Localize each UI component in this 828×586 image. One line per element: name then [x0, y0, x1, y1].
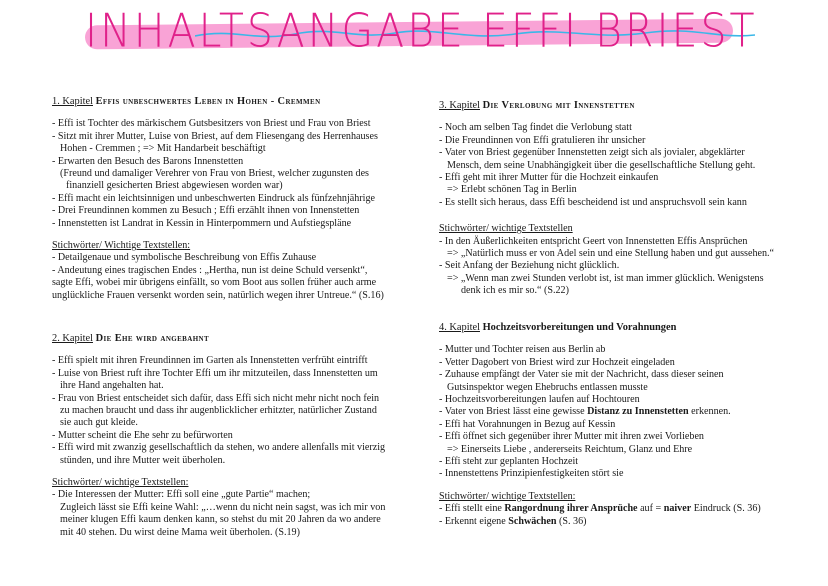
- list-item-arrow: => „Natürlich muss er von Adel sein und eine Stellung haben und gut aussehen.“: [447, 248, 775, 260]
- list-item: - Effi steht zur geplanten Hochzeit: [439, 456, 579, 468]
- list-item-continuation: denk ich es mir so.“ (S.22): [461, 285, 569, 297]
- chapter-1-heading: [52, 96, 424, 108]
- list-item-continuation: Gutsinspektor wegen Ehebruchs entlassen musste: [447, 381, 648, 393]
- chapter-1-section: [52, 96, 424, 302]
- list-item: - Mutter und Tochter reisen aus Berlin ab: [439, 344, 606, 356]
- chapter-1-summary: [52, 118, 424, 230]
- list-item-arrow: => „Wenn man zwei Stunden verlobt ist, ist man immer glücklich. Wenigstens: [447, 272, 764, 284]
- list-item-text: (S. 36): [559, 515, 587, 527]
- list-item: [439, 406, 804, 418]
- list-item: - Innenstetten ist Landrat in Kessin in Hinterpommern und Aufstiegspläne: [52, 217, 352, 229]
- chapter-4-number: 4. Kapitel: [439, 322, 480, 333]
- list-item-emphasis: Rangordnung ihrer Ansprüche: [504, 503, 638, 515]
- chapter-4-title: Hochzeitsvorbereitungen und Vorahnungen: [482, 322, 677, 333]
- list-item: - Hochzeitsvorbereitungen laufen auf Hochtouren: [439, 394, 640, 406]
- list-item: - Effi öffnet sich gegenüber ihrer Mutter mit ihren zwei Vorlieben: [439, 431, 704, 443]
- list-item-continuation: ihre Hand angehalten hat.: [60, 380, 164, 392]
- list-item-continuation: meiner klugen Effi kaum denken kann, so stehst du mit 20 Jahren da wo andere: [60, 514, 381, 526]
- list-item: - Vetter Dagobert von Briest wird zur Hochzeit eingeladen: [439, 356, 675, 368]
- chapter-4-keywords: [439, 503, 804, 528]
- chapter-3-section: [439, 100, 804, 298]
- list-item: - Erwarten den Besuch des Barons Innenstetten: [52, 155, 244, 167]
- list-item-continuation: sagte Effi, wobei mir übrigens einfällt, so vom Boot aus sollen früher auch arme: [52, 277, 377, 289]
- chapter-2-summary: [52, 355, 424, 467]
- chapter-4-section: [439, 322, 804, 528]
- chapter-3-number: 3. Kapitel: [439, 100, 480, 111]
- chapter-1-keywords-heading: Stichwörter/ Wichtige Textstellen:: [52, 240, 191, 252]
- list-item: - Vater von Briest gegenüber Innenstetten zeigt sich als jovialer, abgeklärter: [439, 147, 745, 159]
- chapter-1-keywords: [52, 252, 424, 302]
- list-item: [439, 503, 804, 515]
- list-item-emphasis: naiver: [663, 503, 692, 515]
- list-item: - Effi hat Vorahnungen in Bezug auf Kessin: [439, 418, 616, 430]
- chapter-3-keywords-heading: Stichwörter/ wichtige Textstellen: [439, 223, 573, 235]
- list-item-text: - Vater von Briest lässt eine gewisse: [439, 406, 585, 418]
- list-item: - Die Interessen der Mutter: Effi soll eine „gute Partie“ machen;: [52, 489, 311, 501]
- list-item-arrow: => Einerseits Liebe , andererseits Reichtum, Glanz und Ehre: [447, 443, 693, 455]
- list-item-text: - Effi stellt eine: [439, 503, 502, 515]
- chapter-2-title: Die Ehe wird angebahnt: [95, 333, 210, 344]
- chapter-2-heading: [52, 333, 424, 345]
- list-item: - Seit Anfang der Beziehung nicht glücklich.: [439, 260, 620, 272]
- list-item: [439, 516, 804, 528]
- list-item: - Drei Freundinnen kommen zu Besuch ; Effi erzählt ihnen von Innenstetten: [52, 205, 360, 217]
- list-item: - Die Freundinnen von Effi gratulieren ihr unsicher: [439, 134, 646, 146]
- list-item-continuation: finanziell gesicherten Briest abgewiesen worden war): [66, 180, 283, 192]
- list-item: - Frau von Briest entscheidet sich dafür, dass Effi sich nicht mehr nicht noch fein: [52, 392, 380, 404]
- chapter-1-title: Effis unbeschwertes Leben in Hohen - Cremmen: [95, 96, 321, 107]
- list-item-text: erkennen.: [691, 406, 731, 418]
- chapter-2-keywords: [52, 489, 424, 539]
- list-item: - Zuhause empfängt der Vater sie mit der Nachricht, dass dieser seinen: [439, 369, 724, 381]
- list-item-continuation: stünden, und ihre Mutter weit überholen.: [60, 454, 226, 466]
- list-item: - Sitzt mit ihrer Mutter, Luise von Briest, auf dem Fliesengang des Herrenhauses: [52, 130, 378, 142]
- list-item: - Effi wird mit zwanzig gesellschaftlich da stehen, wo andere allenfalls mit vierzig: [52, 442, 386, 454]
- chapter-4-keywords-heading: Stichwörter/ wichtige Textstellen:: [439, 490, 576, 502]
- list-item: - Effi ist Tochter des märkischem Gutsbesitzers von Briest und Frau von Briest: [52, 118, 371, 130]
- list-item-continuation: mit 40 stehen. Du wirst deine Mama weit überholen. (S.19): [60, 526, 300, 538]
- chapter-3-keywords: [439, 236, 804, 298]
- list-item-text: Eindruck (S. 36): [693, 503, 761, 515]
- list-item: - Andeutung eines tragischen Endes : „Hertha, nun ist deine Schuld versenkt“,: [52, 264, 368, 276]
- list-item-continuation: sie auch gut kleide.: [60, 417, 138, 429]
- list-item: - Effi macht ein leichtsinnigen und unbeschwerten Eindruck als fünfzehnjährige: [52, 192, 375, 204]
- list-item-continuation: (Freund und damaliger Verehrer von Frau von Briest, welcher zugunsten des: [60, 168, 369, 180]
- list-item-continuation: Zugleich lässt sie Effi keine Wahl: „…wenn du nicht nein sagst, was ich mir von: [60, 501, 386, 513]
- chapter-2-number: 2. Kapitel: [52, 333, 93, 344]
- chapter-3-summary: [439, 122, 804, 209]
- list-item-continuation: unglückliche Frauen versenkt worden sein, natürlich wegen ihrer Untreue.“ (S.16): [52, 289, 384, 301]
- list-item-text: - Erkennt eigene: [439, 515, 506, 527]
- chapter-1-number: 1. Kapitel: [52, 96, 93, 107]
- chapter-3-heading: [439, 100, 804, 112]
- chapter-2-section: [52, 333, 424, 539]
- chapter-2-keywords-heading: Stichwörter/ wichtige Textstellen:: [52, 477, 189, 489]
- list-item: - Es stellt sich heraus, dass Effi bescheidend ist und anspruchsvoll sein kann: [439, 196, 747, 208]
- list-item-text: auf =: [640, 503, 662, 515]
- list-item-continuation: zu machen braucht und dass ihr augenblicklicher erhitzter, natürlicher Zustand: [60, 405, 377, 417]
- list-item-arrow: => Erlebt schönen Tag in Berlin: [447, 184, 577, 196]
- list-item-continuation: Hohen - Cremmen ; => Mit Handarbeit beschäftigt: [60, 143, 266, 155]
- list-item: - Noch am selben Tag findet die Verlobung statt: [439, 122, 632, 134]
- list-item: - Luise von Briest ruft ihre Tochter Effi um ihr mitzuteilen, dass Innenstetten um: [52, 367, 378, 379]
- chapter-4-heading: [439, 322, 804, 334]
- list-item: - In den Äußerlichkeiten entspricht Geert von Innenstetten Effis Ansprüchen: [439, 235, 748, 247]
- list-item-continuation: Mensch, dem seine Unabhängigkeit über die gesellschaftliche Stellung geht.: [447, 159, 756, 171]
- list-item: - Innenstettens Prinzipienfestigkeiten stört sie: [439, 468, 624, 480]
- chapter-3-title: Die Verlobung mit Innenstetten: [482, 100, 635, 111]
- list-item-emphasis: Schwächen: [508, 515, 557, 527]
- page-title: INHALTSANGABE EFFI BRIEST: [85, 4, 758, 58]
- list-item: - Effi geht mit ihrer Mutter für die Hochzeit einkaufen: [439, 172, 659, 184]
- title-banner: [85, 4, 758, 58]
- list-item: - Effi spielt mit ihren Freundinnen im Garten als Innenstetten verfrüht eintrifft: [52, 355, 368, 367]
- list-item: - Mutter scheint die Ehe sehr zu befürworten: [52, 429, 233, 441]
- list-item: - Detailgenaue und symbolische Beschreibung von Effis Zuhause: [52, 252, 317, 264]
- chapter-4-summary: [439, 344, 804, 480]
- list-item-emphasis: Distanz zu Innenstetten: [587, 406, 689, 418]
